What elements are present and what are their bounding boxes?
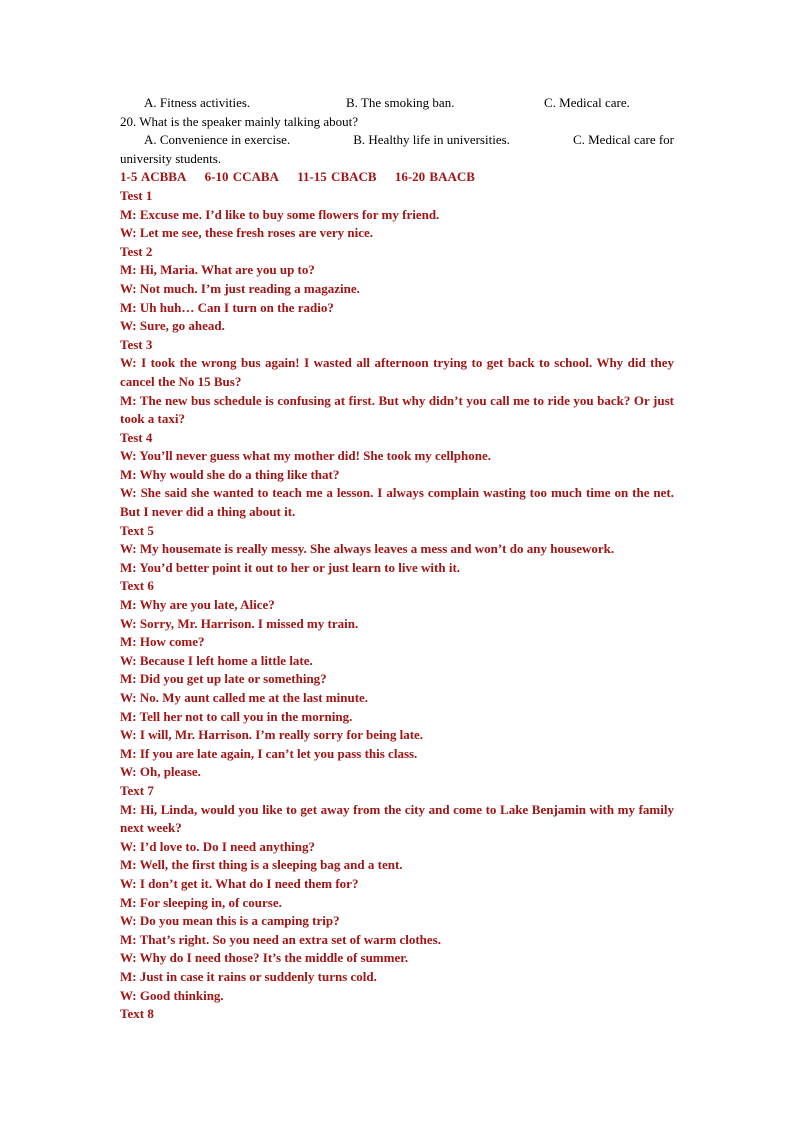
dialogue-line: W: No. My aunt called me at the last minute. <box>120 690 369 705</box>
dialogue-line: M: If you are late again, I can’t let you pass this class. <box>120 745 418 761</box>
dialogue-line: M: Why are you late, Alice? <box>120 597 275 613</box>
document-page <box>120 94 674 1024</box>
answer-key-11-15: 11-15 CBACB <box>297 169 377 185</box>
q19-options <box>120 94 674 113</box>
dialogue-line: W: I don’t get it. What do I need them for? <box>120 875 359 891</box>
dialogue-line: W: Because I left home a little late. <box>120 652 313 668</box>
q19-option-a: A. Fitness activities. <box>144 95 251 110</box>
dialogue-line: W: Not much. I’m just reading a magazine. <box>120 280 360 296</box>
q20-option-a: A. Convenience in exercise. <box>144 132 291 148</box>
listening-transcript <box>120 187 674 1024</box>
answer-key-1-5: 1-5 ACBBA <box>120 169 187 185</box>
section-label: Test 1 <box>120 187 153 203</box>
q20-options <box>120 131 674 150</box>
section-label: Text 7 <box>120 782 154 798</box>
dialogue-line: W: I will, Mr. Harrison. I’m really sorry for being late. <box>120 727 424 743</box>
q20-question: 20. What is the speaker mainly talking about? <box>120 113 359 129</box>
section-label: Text 5 <box>120 522 154 538</box>
dialogue-line: M: The new bus schedule is confusing at first. But why didn’t you call me to ride you back? Or just took a taxi? <box>120 392 674 427</box>
answer-key <box>120 168 674 187</box>
dialogue-line: M: That’s right. So you need an extra set of warm clothes. <box>120 931 441 947</box>
dialogue-line: M: For sleeping in, of course. <box>120 894 282 910</box>
dialogue-line: W: My housemate is really messy. She always leaves a mess and won’t do any housework. <box>120 541 615 557</box>
dialogue-line: M: You’d better point it out to her or just learn to live with it. <box>120 559 461 575</box>
dialogue-line: W: Good thinking. <box>120 987 224 1003</box>
answer-key-6-10: 6-10 CCABA <box>204 169 279 185</box>
dialogue-line: M: Uh huh… Can I turn on the radio? <box>120 299 334 315</box>
dialogue-line: M: Why would she do a thing like that? <box>120 466 340 482</box>
dialogue-line: W: I took the wrong bus again! I wasted all afternoon trying to get back to school. Why did they cancel the No 15 Bus? <box>120 355 674 389</box>
dialogue-line: W: Sure, go ahead. <box>120 318 225 334</box>
dialogue-line: W: Let me see, these fresh roses are very nice. <box>120 225 374 241</box>
q19-option-b: B. The smoking ban. <box>346 95 455 110</box>
q20-option-c: C. Medical care for <box>572 132 674 148</box>
dialogue-line: W: You’ll never guess what my mother did! She took my cellphone. <box>120 448 491 464</box>
dialogue-line: M: Did you get up late or something? <box>120 671 327 687</box>
dialogue-line: W: She said she wanted to teach me a lesson. I always complain wasting too much time on the net. But I never did a thing about it. <box>120 485 674 520</box>
dialogue-line: M: Hi, Linda, would you like to get away from the city and come to Lake Benjamin with my family next week? <box>120 801 674 836</box>
q19-option-c: C. Medical care. <box>544 95 630 110</box>
dialogue-line: M: Just in case it rains or suddenly turns cold. <box>120 968 377 984</box>
dialogue-line: W: Sorry, Mr. Harrison. I missed my train. <box>120 615 359 631</box>
section-label: Text 8 <box>120 1006 154 1022</box>
section-label: Test 2 <box>120 243 153 259</box>
dialogue-line: W: Do you mean this is a camping trip? <box>120 913 340 929</box>
q20-option-b: B. Healthy life in universities. <box>353 132 510 148</box>
dialogue-line: M: Hi, Maria. What are you up to? <box>120 262 315 278</box>
section-label: Text 6 <box>120 578 154 594</box>
q20-option-c-continued: university students. <box>120 150 222 166</box>
dialogue-line: M: Excuse me. I’d like to buy some flowers for my friend. <box>120 206 440 222</box>
section-label: Test 3 <box>120 336 153 352</box>
dialogue-line: M: Tell her not to call you in the morning. <box>120 708 353 724</box>
section-label: Test 4 <box>120 429 153 445</box>
answer-key-16-20: 16-20 BAACB <box>394 169 475 185</box>
dialogue-line: W: I’d love to. Do I need anything? <box>120 838 316 854</box>
dialogue-line: W: Oh, please. <box>120 764 201 780</box>
dialogue-line: M: Well, the first thing is a sleeping bag and a tent. <box>120 857 403 873</box>
dialogue-line: M: How come? <box>120 634 205 650</box>
dialogue-line: W: Why do I need those? It’s the middle of summer. <box>120 950 409 966</box>
